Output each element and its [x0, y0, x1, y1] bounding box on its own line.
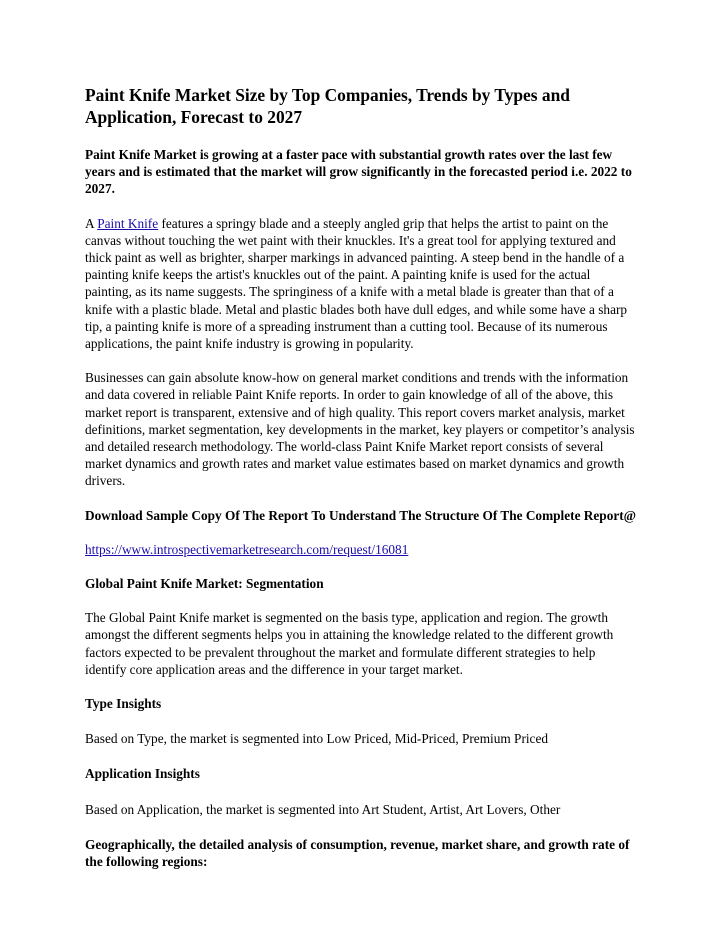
download-heading: Download Sample Copy Of The Report To Understand The Structure Of The Complete Report@ — [85, 507, 637, 523]
application-insights-paragraph: Based on Application, the market is segmented into Art Student, Artist, Art Lovers, Other — [85, 801, 561, 817]
intro-prefix: A — [85, 215, 98, 231]
download-url-link[interactable]: https://www.introspectivemarketresearch.com/request/16081 — [85, 541, 409, 557]
intro-paragraph — [85, 215, 637, 353]
download-link-paragraph — [85, 541, 637, 558]
document-title: Paint Knife Market Size by Top Companies, Trends by Types and Application, Forecast to 2027 — [85, 85, 570, 127]
application-insights-heading: Application Insights — [85, 766, 200, 782]
document-page — [85, 84, 637, 887]
geography-heading: Geographically, the detailed analysis of consumption, revenue, market share, and growth rate of the following regions: — [85, 836, 630, 870]
type-insights-heading: Type Insights — [85, 696, 162, 712]
segmentation-paragraph: The Global Paint Knife market is segmented on the basis type, application and region. The growth amongst the different segments helps you in attaining the knowledge related to the different growth factors expected to be prevalent throughout the market and formulate different strategies to help identify core application areas and the difference in your target market. — [85, 610, 614, 677]
segmentation-heading: Global Paint Knife Market: Segmentation — [85, 576, 324, 592]
paint-knife-link[interactable]: Paint Knife — [97, 215, 159, 231]
intro-body: features a springy blade and a steeply angled grip that helps the artist to paint on the canvas without touching the wet paint with their knuckles. It's a great tool for applying textured and thick paint as well as brighter, sharper markings in advanced painting. A steep bend in the handle of a painting knife keeps the artist's knuckles out of the paint. A painting knife is used for the actual painting, as its name suggests. The springiness of a knife with a metal blade is greater than that of a knife with a plastic blade. Metal and plastic blades both have dull edges, and while some have a sharp tip, a painting knife is more of a spreading instrument than a cutting tool. Because of its numerous applications, the paint knife industry is growing in popularity. — [85, 215, 628, 352]
type-insights-paragraph: Based on Type, the market is segmented into Low Priced, Mid-Priced, Premium Priced — [85, 731, 549, 747]
business-paragraph: Businesses can gain absolute know-how on general market conditions and trends with the information and data covered in reliable Paint Knife reports. In order to gain knowledge of all of the above, this market report is transparent, extensive and of high quality. This report covers market analysis, market definitions, market segmentation, key developments in the market, key players or competitor’s analysis and detailed research methodology. The world-class Paint Knife Market report consists of several market dynamics and growth rates and market value estimates based on market dynamics and growth drivers. — [85, 370, 635, 489]
lead-paragraph: Paint Knife Market is growing at a faster pace with substantial growth rates over the last few years and is estimated that the market will grow significantly in the forecasted period i.e. 2022 to 2027. — [85, 147, 632, 197]
